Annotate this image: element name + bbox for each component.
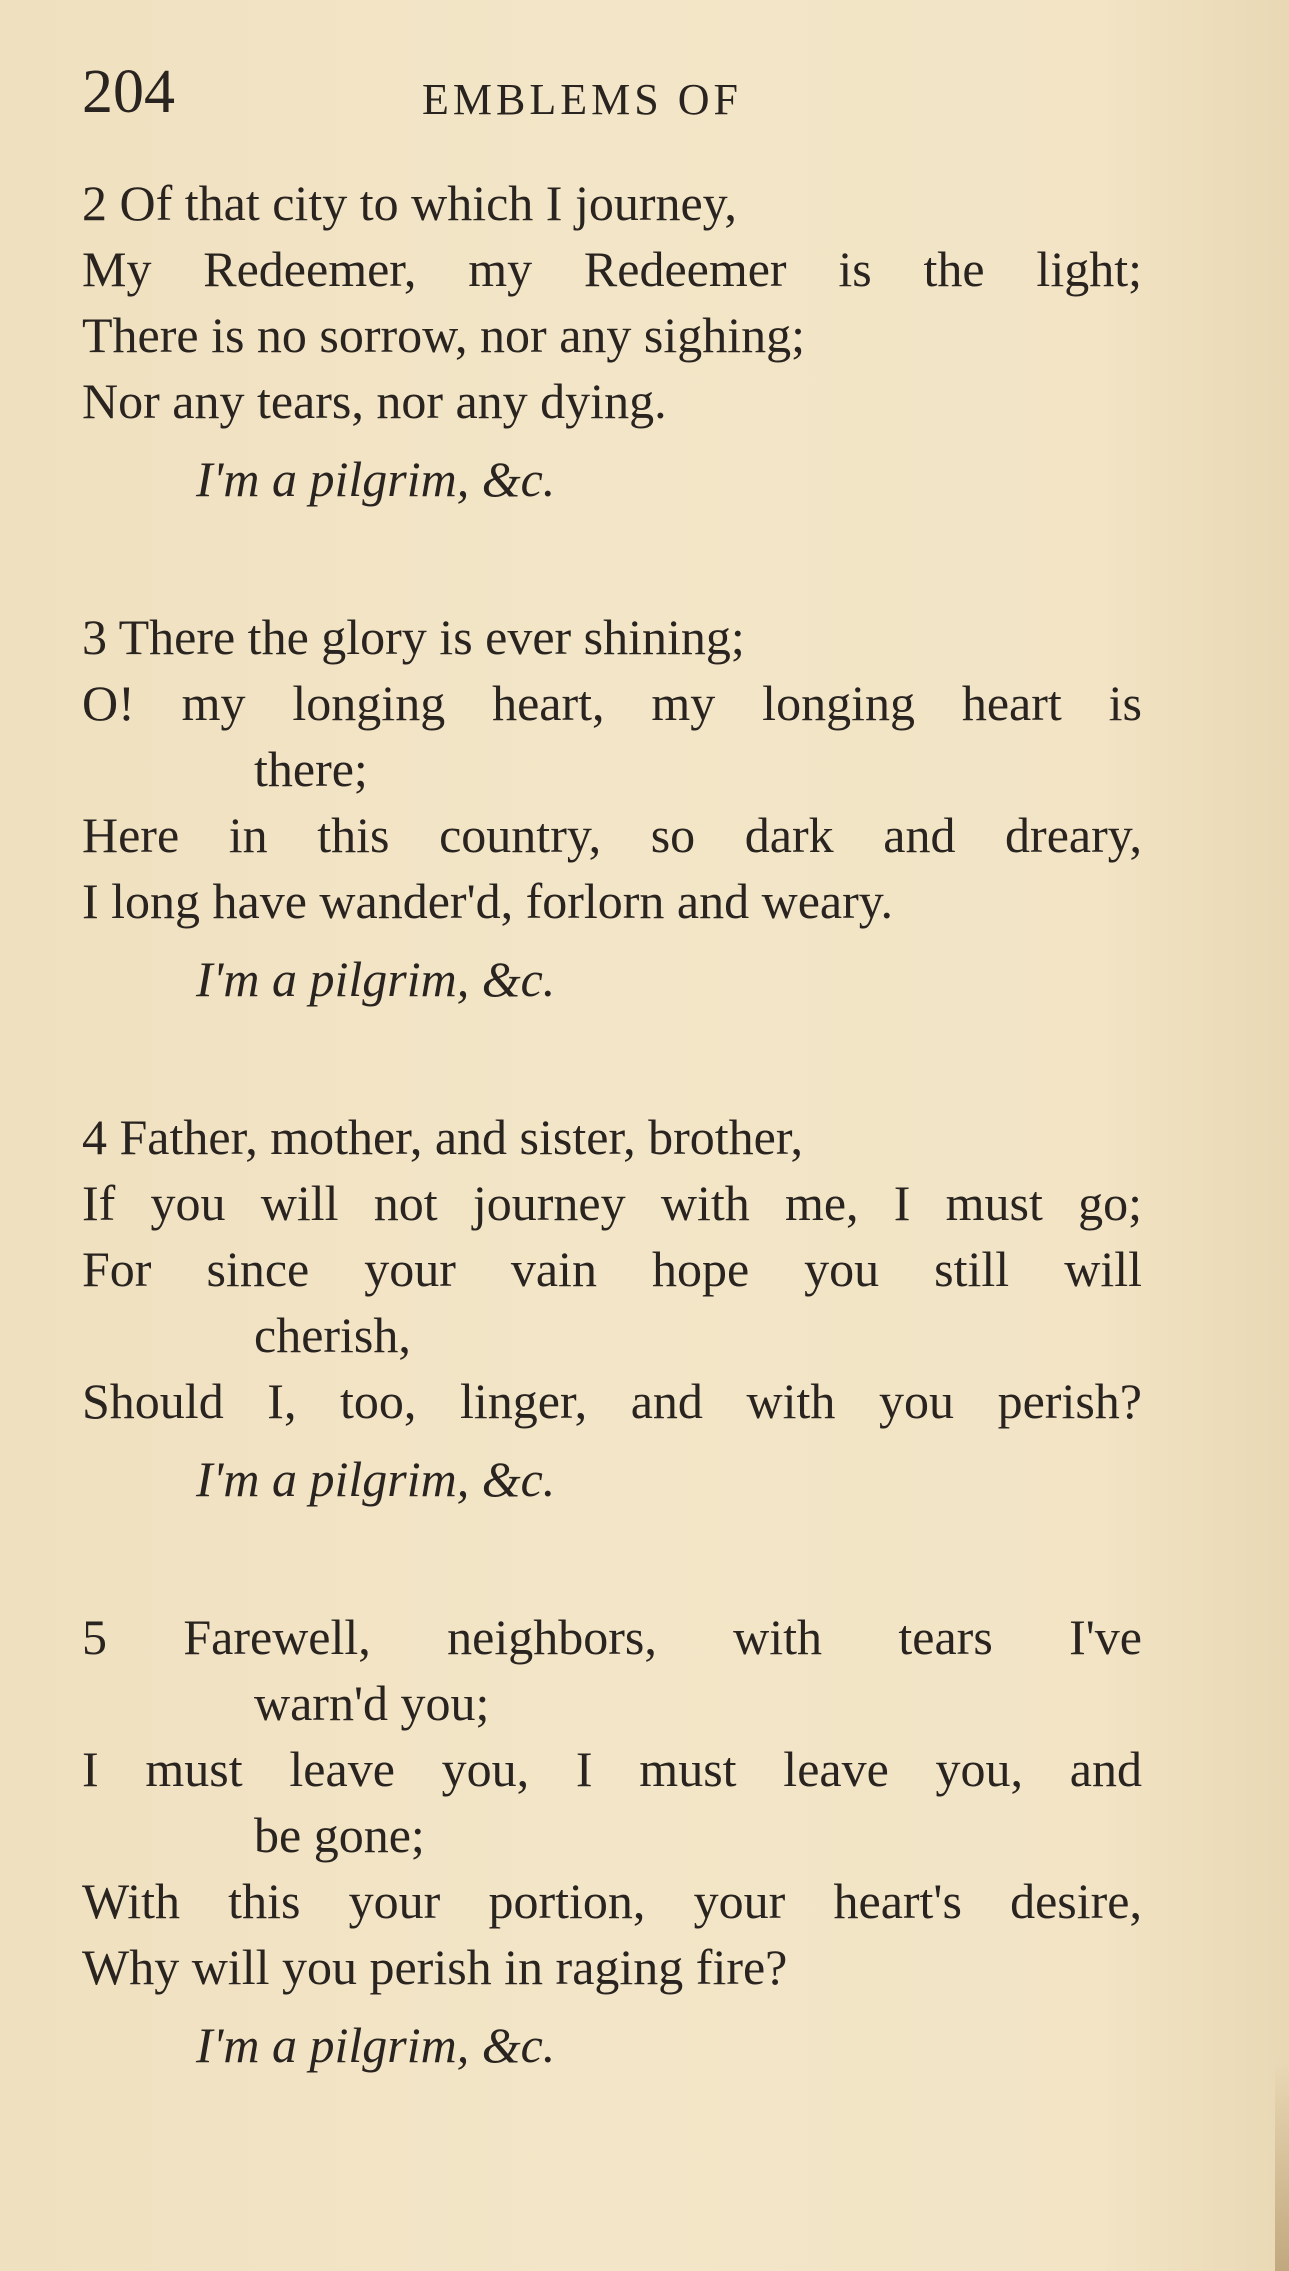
verse-line-continuation: be gone; [254,1807,425,1863]
verse-line: Here in this country, so dark and dreary, [82,807,1142,863]
verse-line: 5 Farewell, neighbors, with tears I've [82,1609,1142,1665]
refrain-line: I'm a pilgrim, &c. [196,951,556,1007]
verse-line: I long have wander'd, forlorn and weary. [82,873,894,929]
verse-line: There is no sorrow, nor any sighing; [82,307,806,363]
verse-line: My Redeemer, my Redeemer is the light; [82,241,1142,297]
stanza [82,170,1142,512]
running-head: EMBLEMS OF [422,75,742,124]
verse-line: 2 Of that city to which I journey, [82,175,737,231]
verse-line: Nor any tears, nor any dying. [82,373,667,429]
verse-line: 4 Father, mother, and sister, brother, [82,1109,803,1165]
refrain-line: I'm a pilgrim, &c. [196,451,556,507]
verse-line: Why will you perish in raging fire? [82,1939,788,1995]
refrain-line: I'm a pilgrim, &c. [196,2017,556,2073]
page-header [82,52,1202,132]
hymn-text [82,170,1142,2078]
stanza [82,604,1142,1012]
refrain-line: I'm a pilgrim, &c. [196,1451,556,1507]
verse-line: 3 There the glory is ever shining; [82,609,745,665]
stanza [82,1604,1142,2078]
verse-line-continuation: cherish, [254,1307,411,1363]
verse-line: With this your portion, your heart's desire, [82,1873,1142,1929]
page-number: 204 [82,58,175,126]
verse-line: I must leave you, I must leave you, and [82,1741,1142,1797]
verse-line: For since your vain hope you still will [82,1241,1142,1297]
verse-line: O! my longing heart, my longing heart is [82,675,1142,731]
verse-line-continuation: warn'd you; [254,1675,490,1731]
verse-line: Should I, too, linger, and with you perish? [82,1373,1142,1429]
verse-line: If you will not journey with me, I must go; [82,1175,1142,1231]
page-edge-shadow [1275,2061,1289,2271]
stanza [82,1104,1142,1512]
verse-line-continuation: there; [254,741,368,797]
